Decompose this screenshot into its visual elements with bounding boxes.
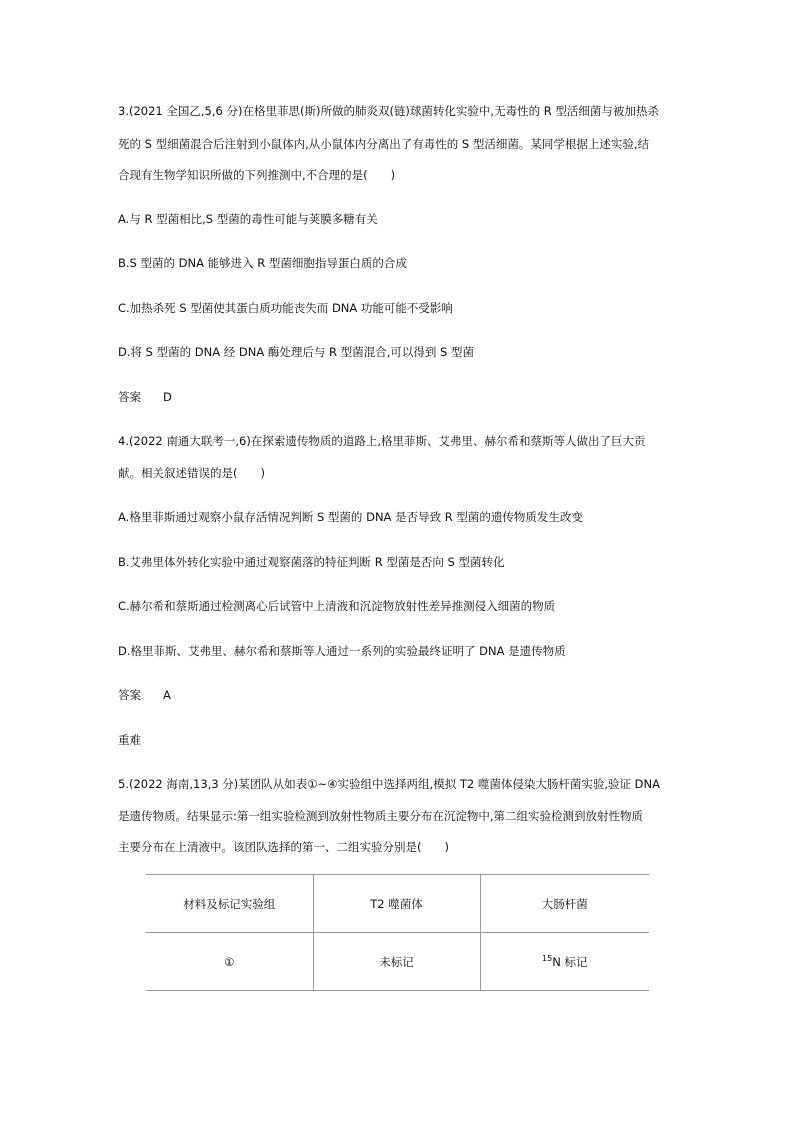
q3-option-b: B.S 型菌的 DNA 能够进入 R 型菌细胞指导蛋白质的合成: [118, 256, 407, 270]
q5-stem-line-1: 5.(2022 海南,13,3 分)某团队从如表①~④实验组中选择两组,模拟 T2 噬菌体侵染大肠杆菌实验,验证 DNA: [118, 777, 660, 791]
q4-option-a: A.格里菲斯通过观察小鼠存活情况判断 S 型菌的 DNA 是否导致 R 型菌的遗传物质发生改变: [118, 510, 583, 524]
q4-answer-value: A: [163, 688, 171, 702]
q3-option-a: A.与 R 型菌相比,S 型菌的毒性可能与荚膜多糖有关: [118, 212, 378, 226]
q3-stem-line-1: 3.(2021 全国乙,5,6 分)在格里菲思(斯)所做的肺炎双(链)球菌转化实验中,无毒性的 R 型活细菌与被加热杀: [118, 104, 659, 118]
header-phage: T2 噬菌体: [313, 875, 480, 933]
q3-option-c: C.加热杀死 S 型菌使其蛋白质功能丧失而 DNA 功能可能不受影响: [118, 301, 453, 315]
q3-answer-value: D: [163, 390, 172, 404]
q3-answer: [118, 389, 676, 405]
experiment-table: [146, 874, 649, 991]
q4-stem-line-2: 献。相关叙述错误的是( ): [118, 466, 265, 480]
q4-answer: [118, 687, 676, 703]
q5-stem-line-2: 是遗传物质。结果显示:第一组实验检测到放射性物质主要分布在沉淀物中,第二组实验检测到放射性物质: [118, 809, 644, 823]
cell-phage-label: 未标记: [313, 933, 480, 991]
q4-option-c: C.赫尔希和蔡斯通过检测离心后试管中上清液和沉淀物放射性差异推测侵入细菌的物质: [118, 599, 556, 613]
q3-option-d: D.将 S 型菌的 DNA 经 DNA 酶处理后与 R 型菌混合,可以得到 S 型菌: [118, 345, 474, 359]
q5-stem-line-3: 主要分布在上清液中。该团队选择的第一、二组实验分别是( ): [118, 840, 449, 854]
q4-option-d: D.格里菲斯、艾弗里、赫尔希和蔡斯等人通过一系列的实验最终证明了 DNA 是遗传物质: [118, 644, 566, 658]
q4-option-b: B.艾弗里体外转化实验中通过观察菌落的特征判断 R 型菌是否向 S 型菌转化: [118, 555, 505, 569]
table-header-row: [146, 875, 649, 933]
cell-ecoli-label: [480, 933, 649, 991]
section-label-difficulty: 重难: [118, 733, 141, 747]
isotope-label-text: N 标记: [552, 954, 588, 969]
table-row: [146, 933, 649, 991]
isotope-mass-number: 15: [542, 953, 553, 963]
cell-group: ①: [146, 933, 313, 991]
q3-answer-label: 答案: [118, 390, 141, 404]
q3-stem-line-3: 合现有生物学知识所做的下列推测中,不合理的是( ): [118, 168, 396, 182]
q3-stem-line-2: 死的 S 型细菌混合后注射到小鼠体内,从小鼠体内分离出了有毒性的 S 型活细菌。某同学根据上述实验,结: [118, 137, 650, 151]
header-group: 材料及标记实验组: [146, 875, 313, 933]
q4-stem-line-1: 4.(2022 南通大联考一,6)在探索遗传物质的道路上,格里菲斯、艾弗里、赫尔希和蔡斯等人做出了巨大贡: [118, 434, 646, 448]
header-ecoli: 大肠杆菌: [480, 875, 649, 933]
q4-answer-label: 答案: [118, 688, 141, 702]
